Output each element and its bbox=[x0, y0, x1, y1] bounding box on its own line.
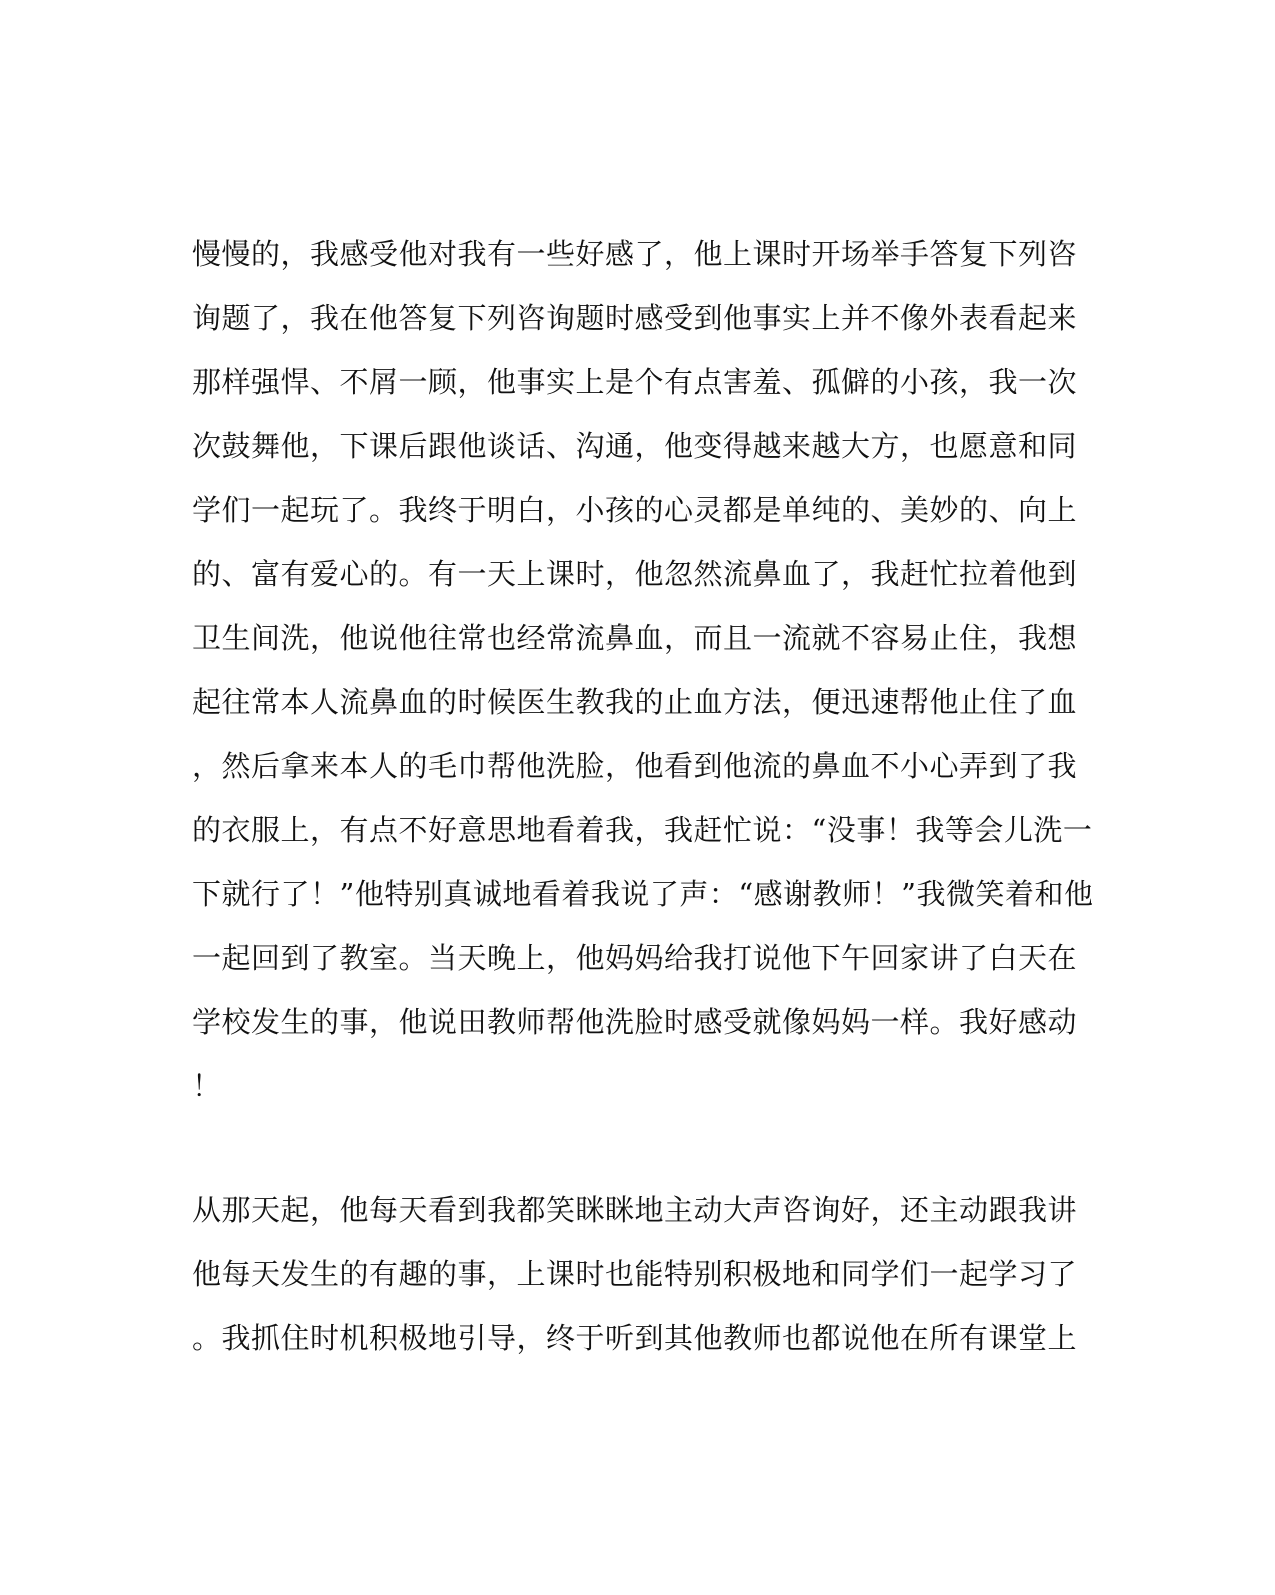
text-line: 询题了，我在他答复下列咨询题时感受到他事实上并不像外表看起来 bbox=[192, 301, 1078, 335]
text-line: 学校发生的事，他说田教师帮他洗脸时感受就像妈妈一样。我好感动 bbox=[192, 1005, 1078, 1039]
paragraph-1 bbox=[192, 222, 1092, 1118]
text-line: 慢慢的，我感受他对我有一些好感了，他上课时开场举手答复下列咨 bbox=[192, 237, 1078, 271]
text-line: 那样强悍、不屑一顾，他事实上是个有点害羞、孤僻的小孩，我一次 bbox=[192, 365, 1078, 399]
text-line: 一起回到了教室。当天晚上，他妈妈给我打说他下午回家讲了白天在 bbox=[192, 941, 1078, 975]
text-line: 下就行了！”他特别真诚地看着我说了声：“感谢教师！”我微笑着和他 bbox=[192, 877, 1094, 911]
text-line: ！ bbox=[192, 1069, 222, 1103]
text-line: 他每天发生的有趣的事，上课时也能特别积极地和同学们一起学习了 bbox=[192, 1257, 1078, 1291]
text-line: 。我抓住时机积极地引导，终于听到其他教师也都说他在所有课堂上 bbox=[192, 1321, 1078, 1355]
paragraph-2 bbox=[192, 1178, 1092, 1370]
text-line: 卫生间洗，他说他往常也经常流鼻血，而且一流就不容易止住，我想 bbox=[192, 621, 1078, 655]
text-line: 从那天起，他每天看到我都笑眯眯地主动大声咨询好，还主动跟我讲 bbox=[192, 1193, 1078, 1227]
text-line: 起往常本人流鼻血的时候医生教我的止血方法，便迅速帮他止住了血 bbox=[192, 685, 1078, 719]
text-line: ，然后拿来本人的毛巾帮他洗脸，他看到他流的鼻血不小心弄到了我 bbox=[192, 749, 1078, 783]
text-line: 的、富有爱心的。有一天上课时，他忽然流鼻血了，我赶忙拉着他到 bbox=[192, 557, 1078, 591]
text-line: 学们一起玩了。我终于明白，小孩的心灵都是单纯的、美妙的、向上 bbox=[192, 493, 1078, 527]
text-line: 的衣服上，有点不好意思地看着我，我赶忙说：“没事！我等会儿洗一 bbox=[192, 813, 1093, 847]
text-line: 次鼓舞他，下课后跟他谈话、沟通，他变得越来越大方，也愿意和同 bbox=[192, 429, 1078, 463]
